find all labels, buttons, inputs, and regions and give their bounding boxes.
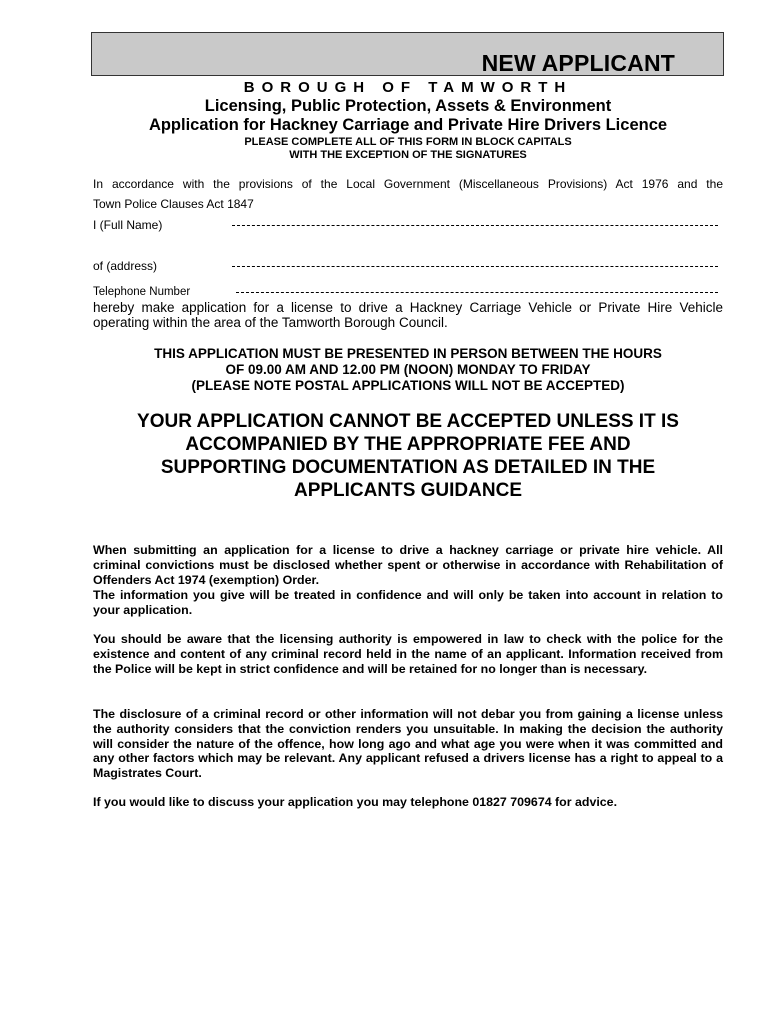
intro-line-2: Town Police Clauses Act 1847 (93, 197, 254, 211)
paragraph-convictions: When submitting an application for a license to drive a hackney carriage or private hire vehicle. All criminal convictions must be disclosed whether spent or otherwise in accordance with Rehabilitation of Offenders Act 1974 (exemption) Order. (93, 543, 723, 587)
acceptance-warning (93, 410, 723, 502)
address-label: of (address) (93, 259, 158, 273)
telephone-field[interactable] (236, 292, 718, 293)
address-field[interactable] (232, 266, 718, 267)
warning-line-1: YOUR APPLICATION CANNOT BE ACCEPTED UNLESS IT IS (137, 411, 679, 432)
paragraph-police-check: You should be aware that the licensing authority is empowered in law to check with the police for the existence and content of any criminal record held in the name of an applicant. Information received from the Police will be kept in strict confidence and will be retained for no longer than is necessary. (93, 632, 723, 676)
instruction-line-2: WITH THE EXCEPTION OF THE SIGNATURES (289, 149, 527, 161)
banner-label: NEW APPLICANT (481, 50, 675, 76)
warning-line-4: APPLICANTS GUIDANCE (293, 480, 522, 501)
full-name-field[interactable] (232, 225, 718, 226)
presentation-notice (93, 346, 723, 394)
warning-line-3: SUPPORTING DOCUMENTATION AS DETAILED IN THE (160, 457, 656, 478)
paragraph-advice: If you would like to discuss your application you may telephone 01827 709674 for advice. (93, 795, 618, 809)
paragraph-disclosure: The disclosure of a criminal record or other information will not debar you from gaining a license unless the authority considers that the conviction renders you unsuitable. In making the decision the authority will consider the nature of the offence, how long ago and what age you were when it was committed and any other factors which may be relevant. Any applicant refused a drivers license has a right to appeal to a Magistrates Court. (93, 707, 723, 781)
paragraph-confidence: The information you give will be treated in confidence and will only be taken into account in relation to your application. (93, 588, 723, 617)
full-name-label: I (Full Name) (93, 218, 163, 232)
presentation-notice-line-2: OF 09.00 AM AND 12.00 PM (NOON) MONDAY TO FRIDAY (225, 362, 591, 377)
borough-name: BOROUGH OF TAMWORTH (243, 79, 573, 96)
instruction-line-1: PLEASE COMPLETE ALL OF THIS FORM IN BLOCK CAPITALS (244, 136, 572, 148)
warning-line-2: ACCOMPANIED BY THE APPROPRIATE FEE AND (185, 434, 631, 455)
department-name: Licensing, Public Protection, Assets & Environment (204, 97, 612, 115)
intro-line-1: In accordance with the provisions of the Local Government (Miscellaneous Provisions) Act 1976 and the (93, 177, 723, 191)
application-statement: hereby make application for a license to drive a Hackney Carriage Vehicle or Private Hire Vehicle operating within the area of the Tamworth Borough Council. (93, 300, 723, 330)
presentation-notice-line-1: THIS APPLICATION MUST BE PRESENTED IN PERSON BETWEEN THE HOURS (154, 346, 662, 361)
form-title: Application for Hackney Carriage and Private Hire Drivers Licence (148, 116, 668, 134)
presentation-notice-line-3: (PLEASE NOTE POSTAL APPLICATIONS WILL NOT BE ACCEPTED) (191, 378, 625, 393)
new-applicant-banner (91, 32, 724, 76)
telephone-label: Telephone Number (93, 286, 191, 298)
